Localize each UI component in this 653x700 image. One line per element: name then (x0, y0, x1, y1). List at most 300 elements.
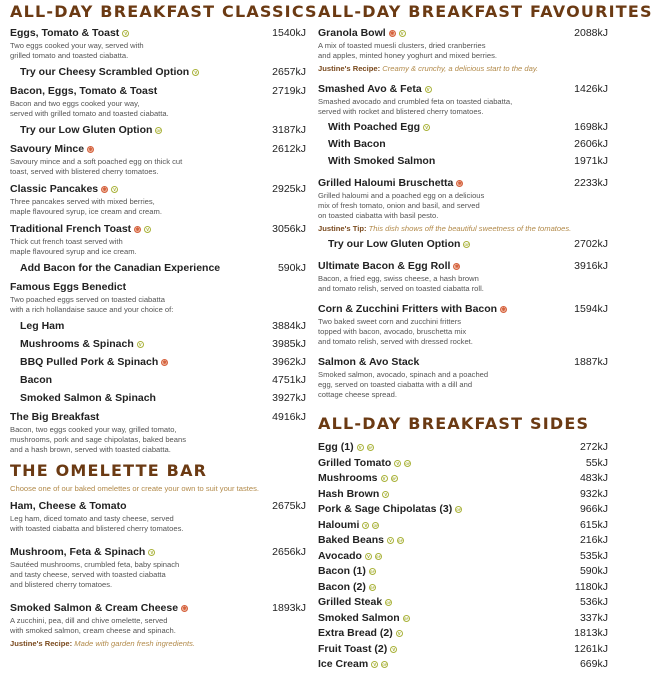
menu-item (318, 457, 608, 470)
item-name-wrap (10, 27, 129, 40)
menu-item (318, 121, 608, 134)
item-name: Mushrooms & Spinach (20, 338, 134, 350)
menu-item (10, 356, 306, 369)
item-description-line: served with grilled tomato and toasted ciabatta. (10, 109, 169, 118)
low-gluten-icon: GF (403, 616, 409, 621)
item-energy: 590kJ (579, 565, 608, 577)
chef-note (10, 639, 306, 649)
item-row (318, 472, 608, 485)
healthier-choice-icon: ✱ (135, 227, 140, 233)
item-row (10, 223, 306, 236)
item-name-wrap (10, 411, 99, 424)
low-gluten-icon: GF (391, 477, 397, 481)
item-energy: 1893kJ (272, 602, 306, 614)
item-name: Extra Bread (2) (318, 627, 393, 639)
item-name-wrap (318, 627, 403, 640)
item-row (318, 581, 608, 594)
low-gluten-icon: GF (456, 508, 462, 512)
item-name-wrap (318, 658, 388, 671)
menu-item (318, 534, 608, 547)
menu-item (10, 183, 306, 217)
menu-item (318, 643, 608, 656)
item-energy: 1540kJ (272, 27, 306, 39)
item-name: Smoked Salmon (318, 611, 400, 624)
item-energy: 1180kJ (574, 580, 608, 593)
vegetarian-icon: v (396, 630, 403, 637)
low-gluten-icon: GF (464, 243, 470, 247)
item-energy: 1594kJ (574, 303, 608, 315)
menu-item (318, 177, 608, 234)
item-energy: 1813kJ (574, 627, 608, 639)
item-energy: 1426kJ (574, 83, 608, 95)
item-description-line: Bacon, a fried egg, swiss cheese, a hash brown (318, 274, 479, 283)
item-row (318, 534, 608, 547)
healthier-choice-icon: ✱ (88, 147, 93, 153)
healthier-choice-icon: ✱ (454, 264, 460, 270)
menu-item (318, 27, 608, 74)
sub-option-row (10, 66, 306, 79)
chef-note (318, 64, 608, 74)
item-name-wrap (318, 581, 376, 594)
item-description-line: and a hash brown, served with toasted ciabatta. (10, 445, 171, 454)
item-name-wrap (318, 565, 376, 578)
menu-item (10, 27, 306, 61)
classics-section (10, 0, 318, 455)
item-description-line: toast, served with blistered cherry tomatoes. (10, 167, 159, 176)
vegetarian-icon: v (390, 646, 397, 653)
vegetarian-icon: v (381, 475, 388, 482)
item-energy: 2675kJ (272, 500, 306, 512)
item-energy: 2606kJ (574, 138, 608, 150)
item-energy: 272kJ (579, 441, 608, 453)
item-description-line: Smoked salmon, avocado, spinach and a poached (318, 370, 489, 379)
item-name: Grilled Steak (318, 596, 383, 608)
item-description-line: mix of fresh tomato, onion and basil, and served (318, 201, 480, 210)
item-row (318, 643, 608, 656)
item-energy: 2719kJ (272, 85, 306, 97)
item-name: Ultimate Bacon & Egg Roll (318, 260, 451, 272)
item-description-line: Leg ham, diced tomato and tasty cheese, served (10, 514, 174, 523)
item-description-line: Two eggs cooked your way, served with (10, 41, 144, 50)
item-energy: 2612kJ (272, 143, 306, 155)
item-name-wrap (20, 124, 162, 137)
item-name: Add Bacon for the Canadian Experience (20, 262, 221, 274)
item-energy: 966kJ (579, 503, 608, 515)
menu-item (10, 85, 306, 119)
menu-item (318, 565, 608, 578)
item-name-wrap (20, 356, 168, 369)
item-energy: 2233kJ (574, 177, 608, 189)
sub-option-row (10, 356, 306, 369)
item-row (10, 546, 306, 559)
item-description-line: Three pancakes served with mixed berries, (10, 197, 155, 206)
menu-item (318, 596, 608, 609)
sub-option-row (10, 374, 306, 387)
menu-item (10, 281, 306, 315)
item-description-line: A mix of toasted muesli clusters, dried cranberries (318, 41, 486, 50)
vegetarian-icon: v (111, 186, 118, 193)
item-name: With Smoked Salmon (328, 155, 436, 167)
item-energy: 1971kJ (574, 155, 608, 167)
item-description-line: and tomato relish, served with dressed rocket. (318, 337, 473, 346)
item-description-line: with toasted ciabatta and blistered cherry tomatoes. (10, 524, 184, 533)
item-energy: 2088kJ (574, 27, 608, 39)
item-description-line: A zucchini, pea, dill and chive omelette, served (10, 616, 168, 625)
item-energy: 590kJ (277, 262, 306, 274)
item-row (318, 503, 608, 516)
item-name-wrap (318, 356, 419, 369)
menu-item (10, 546, 306, 590)
menu-item (318, 503, 608, 516)
item-energy: 2657kJ (272, 66, 306, 78)
item-name-wrap (318, 612, 410, 625)
item-name-wrap (318, 643, 397, 656)
item-name-wrap (318, 488, 389, 501)
chef-note-text: Made with garden fresh ingredients. (74, 639, 196, 648)
vegetarian-icon: v (362, 522, 369, 529)
menu-item (318, 519, 608, 532)
menu-item (10, 223, 306, 257)
item-energy: 3187kJ (272, 124, 306, 136)
item-name-wrap (20, 392, 156, 405)
item-name-wrap (318, 534, 404, 547)
item-energy: 2702kJ (574, 238, 608, 250)
vegetarian-icon: v (357, 444, 364, 451)
item-name-wrap (318, 519, 379, 532)
chef-note-label: Justine's Tip: (318, 224, 367, 233)
item-energy: 3962kJ (272, 356, 306, 368)
vegetarian-icon: v (382, 491, 389, 498)
item-description-line: Two baked sweet corn and zucchini fritters (318, 317, 462, 326)
low-gluten-icon: GF (376, 554, 381, 559)
menu-item (318, 550, 608, 563)
chef-note-label: Justine's Recipe: (10, 639, 73, 648)
item-description-line: Thick cut french toast served with (10, 237, 123, 246)
item-energy: 4916kJ (272, 411, 306, 423)
healthier-choice-icon: ✱ (390, 31, 395, 37)
item-name: Try our Low Gluten Option (20, 124, 153, 136)
menu-item (10, 411, 306, 455)
item-name: Bacon, Eggs, Tomato & Toast (10, 85, 158, 97)
item-name-wrap (318, 596, 392, 609)
item-energy: 1698kJ (574, 121, 608, 133)
menu-item (318, 260, 608, 294)
item-description-line: Grilled haloumi and a poached egg on a delicious (318, 191, 485, 200)
item-name: Bacon (20, 374, 53, 386)
menu-item (318, 488, 608, 501)
menu-item (318, 441, 608, 454)
item-description-line: Sautéed mushrooms, crumbled feta, baby spinach (10, 560, 180, 569)
item-name: Mushroom, Feta & Spinach (10, 546, 146, 558)
item-name-wrap (318, 27, 406, 40)
item-row (10, 411, 306, 424)
menu-item (318, 472, 608, 485)
section-title-favourites: ALL-DAY BREAKFAST FAVOURITES (318, 2, 653, 21)
item-row (318, 260, 608, 273)
item-name-wrap (10, 602, 188, 615)
vegetarian-icon: v (144, 226, 151, 233)
item-energy: 615kJ (579, 518, 608, 531)
item-name: Haloumi (318, 518, 360, 531)
item-name: Avocado (318, 549, 362, 562)
item-row (318, 612, 608, 625)
menu-item (318, 627, 608, 640)
item-description-line: egg, served on toasted ciabatta with a dill and (318, 380, 473, 389)
item-name-wrap (20, 66, 199, 79)
chef-note (318, 224, 608, 234)
item-name: Famous Eggs Benedict (10, 281, 127, 293)
section-title-classics: ALL-DAY BREAKFAST CLASSICS (10, 2, 318, 21)
item-description-line: and tomato relish, served on toasted ciabatta roll. (318, 284, 484, 293)
item-name-wrap (328, 121, 430, 134)
chef-note-label: Justine's Recipe: (318, 64, 381, 73)
sub-option-row (10, 320, 306, 333)
menu-item (10, 338, 306, 351)
item-name: Hash Brown (318, 487, 380, 500)
menu-item (318, 303, 608, 347)
item-energy: 2656kJ (272, 546, 306, 558)
item-name-wrap (328, 138, 386, 151)
item-energy: 1261kJ (574, 642, 608, 655)
item-description-line: mushrooms, pork and sage chipolatas, baked beans (10, 435, 187, 444)
item-name-wrap (328, 238, 470, 251)
item-name-wrap (20, 262, 220, 275)
item-energy: 4751kJ (272, 374, 306, 386)
item-description-line: maple flavoured syrup, ice cream and cream. (10, 207, 162, 216)
item-name-wrap (318, 83, 432, 96)
item-name-wrap (10, 223, 151, 236)
item-energy: 55kJ (585, 456, 608, 469)
item-description-line: and blistered cherry tomatoes. (10, 580, 113, 589)
healthier-choice-icon: ✱ (457, 181, 462, 187)
healthier-choice-icon: ✱ (501, 307, 506, 313)
item-description-line: with smoked salmon, cream cheese and spinach. (10, 626, 176, 635)
menu-item (10, 262, 306, 275)
item-description-line: maple flavoured syrup and ice cream. (10, 247, 137, 256)
item-description-line: Bacon, two eggs cooked your way, grilled tomato, (10, 425, 177, 434)
low-gluten-icon: GF (367, 446, 373, 450)
sub-option-row (10, 262, 306, 275)
sub-option-row (10, 392, 306, 405)
menu-item (318, 83, 608, 117)
menu-item (318, 581, 608, 594)
item-row (318, 550, 608, 563)
menu-item (318, 612, 608, 625)
healthier-choice-icon: ✱ (182, 606, 187, 612)
item-row (318, 596, 608, 609)
item-row (318, 27, 608, 40)
item-name-wrap (20, 320, 64, 333)
item-name: Eggs, Tomato & Toast (10, 27, 120, 39)
item-name-wrap (318, 457, 411, 470)
healthier-choice-icon: ✱ (102, 187, 107, 193)
favourites-section (318, 0, 653, 400)
item-name-wrap (318, 177, 463, 190)
low-gluten-icon: GF (156, 129, 162, 133)
menu-item (10, 392, 306, 405)
vegetarian-icon: v (425, 86, 432, 93)
item-name: Smoked Salmon & Cream Cheese (10, 602, 179, 614)
item-name-wrap (10, 183, 118, 196)
item-name-wrap (10, 500, 127, 513)
item-name-wrap (318, 441, 374, 454)
item-description-line: and tasty cheese, served with toasted ciabatta (10, 570, 166, 579)
item-name: Egg (1) (318, 441, 354, 453)
item-energy: 216kJ (579, 534, 608, 546)
item-description-line: cottage cheese spread. (318, 390, 397, 399)
item-row (318, 488, 608, 501)
menu-item (10, 124, 306, 137)
item-row (10, 183, 306, 196)
item-description-line: served with rocket and blistered cherry tomatoes. (318, 107, 484, 116)
omelette-intro: Choose one of our baked omelettes or create your own to suit your tastes. (10, 484, 260, 493)
item-energy: 535kJ (579, 549, 608, 562)
item-name: Smashed Avo & Feta (318, 83, 422, 95)
item-name-wrap (20, 338, 144, 351)
item-row (10, 85, 306, 98)
menu-item (10, 66, 306, 79)
item-description-line: Two poached eggs served on toasted ciabatta (10, 295, 165, 304)
item-energy: 3056kJ (272, 223, 306, 235)
item-name-wrap (10, 281, 126, 294)
item-name: Ham, Cheese & Tomato (10, 500, 127, 512)
item-name: Savoury Mince (10, 143, 85, 155)
menu-item (318, 356, 608, 400)
item-name: Granola Bowl (318, 27, 386, 39)
vegetarian-icon: v (394, 460, 401, 467)
item-name-wrap (318, 303, 507, 316)
menu-item (10, 602, 306, 649)
item-energy: 483kJ (579, 472, 608, 484)
item-description-line: and apples, minted honey yoghurt and mixed berries. (318, 51, 497, 60)
item-row (318, 356, 608, 369)
vegetarian-icon: v (387, 537, 394, 544)
vegetarian-icon: v (399, 30, 406, 37)
item-row (318, 457, 608, 470)
item-energy: 669kJ (579, 658, 608, 670)
healthier-choice-icon: ✱ (162, 360, 167, 366)
menu-item (318, 238, 608, 251)
item-name: Mushrooms (318, 472, 378, 484)
item-description-line: Savoury mince and a soft poached egg on thick cut (10, 157, 183, 166)
item-energy: 932kJ (579, 487, 608, 500)
menu-item (318, 658, 608, 671)
item-energy: 536kJ (579, 596, 608, 608)
item-row (10, 281, 306, 294)
item-name: BBQ Pulled Pork & Spinach (20, 356, 159, 368)
item-row (318, 177, 608, 190)
item-name: Fruit Toast (2) (318, 642, 388, 655)
item-name: Pork & Sage Chipolatas (3) (318, 503, 453, 515)
item-row (10, 500, 306, 513)
chef-note-text: Creamy & crunchy, a delicious start to the day. (382, 64, 539, 73)
sub-option-row (318, 238, 608, 251)
item-name: Salmon & Avo Stack (318, 356, 420, 368)
item-row (10, 27, 306, 40)
section-title-sides: ALL-DAY BREAKFAST SIDES (318, 414, 590, 433)
low-gluten-icon: GF (373, 523, 379, 528)
sub-option-row (10, 338, 306, 351)
omelette-section (10, 461, 306, 649)
left-column (10, 0, 318, 649)
menu-item (10, 320, 306, 333)
item-energy: 3927kJ (272, 392, 306, 404)
item-name: Bacon (1) (318, 565, 366, 577)
low-gluten-icon: GF (398, 539, 403, 543)
item-name: Leg Ham (20, 320, 65, 332)
item-name-wrap (20, 374, 52, 387)
vegetarian-icon: v (137, 341, 144, 348)
menu-item (318, 155, 608, 168)
sub-option-row (10, 124, 306, 137)
item-energy: 2925kJ (272, 183, 306, 195)
item-row (318, 565, 608, 578)
item-row (10, 602, 306, 615)
item-name: Ice Cream (318, 658, 369, 670)
item-name: Grilled Tomato (318, 456, 392, 469)
item-description-line: with a rich hollandaise sauce and your choice of: (10, 305, 174, 314)
vegetarian-icon: v (192, 69, 199, 76)
item-description-line: grilled tomato and toasted ciabatta. (10, 51, 129, 60)
vegetarian-icon: v (365, 553, 372, 560)
item-name: Corn & Zucchini Fritters with Bacon (318, 303, 498, 315)
section-title-omelette: THE OMELETTE BAR (10, 461, 208, 480)
item-row (318, 441, 608, 454)
menu-item (10, 143, 306, 177)
low-gluten-icon: GF (382, 663, 388, 667)
item-name: With Poached Egg (328, 121, 421, 133)
item-name-wrap (10, 85, 157, 98)
sub-option-row (318, 138, 608, 151)
item-name: Traditional French Toast (10, 223, 132, 235)
item-name: Grilled Haloumi Bruschetta (318, 177, 454, 189)
item-row (318, 303, 608, 316)
item-energy: 1887kJ (574, 356, 608, 368)
vegetarian-icon: v (122, 30, 129, 37)
item-name-wrap (318, 260, 460, 273)
item-name: Classic Pancakes (10, 183, 99, 195)
item-energy: 3985kJ (272, 338, 306, 350)
item-description-line: Bacon and two eggs cooked your way, (10, 99, 140, 108)
vegetarian-icon: v (148, 549, 155, 556)
vegetarian-icon: v (371, 661, 378, 668)
item-energy: 3884kJ (272, 320, 306, 332)
item-name: Baked Beans (318, 534, 384, 546)
item-name-wrap (318, 550, 382, 563)
sub-option-row (318, 155, 608, 168)
item-energy: 3916kJ (574, 260, 608, 272)
item-name: Try our Low Gluten Option (328, 238, 461, 250)
low-gluten-icon: GF (369, 570, 375, 574)
low-gluten-icon: GF (369, 585, 375, 590)
sides-section (318, 414, 608, 671)
item-row (318, 519, 608, 532)
item-name-wrap (318, 503, 462, 516)
item-name: With Bacon (328, 138, 386, 150)
item-name-wrap (328, 155, 435, 168)
item-name: Try our Cheesy Scrambled Option (20, 66, 190, 78)
item-name: Smoked Salmon & Spinach (20, 392, 156, 404)
item-row (318, 627, 608, 640)
item-description-line: on toasted ciabatta with basil pesto. (318, 211, 439, 220)
low-gluten-icon: GF (405, 461, 411, 466)
item-row (318, 658, 608, 671)
low-gluten-icon: GF (386, 601, 392, 605)
item-energy: 337kJ (579, 611, 608, 624)
item-row (318, 83, 608, 96)
item-description-line: topped with bacon, avocado, bruschetta mix (318, 327, 467, 336)
menu-item (10, 500, 306, 534)
